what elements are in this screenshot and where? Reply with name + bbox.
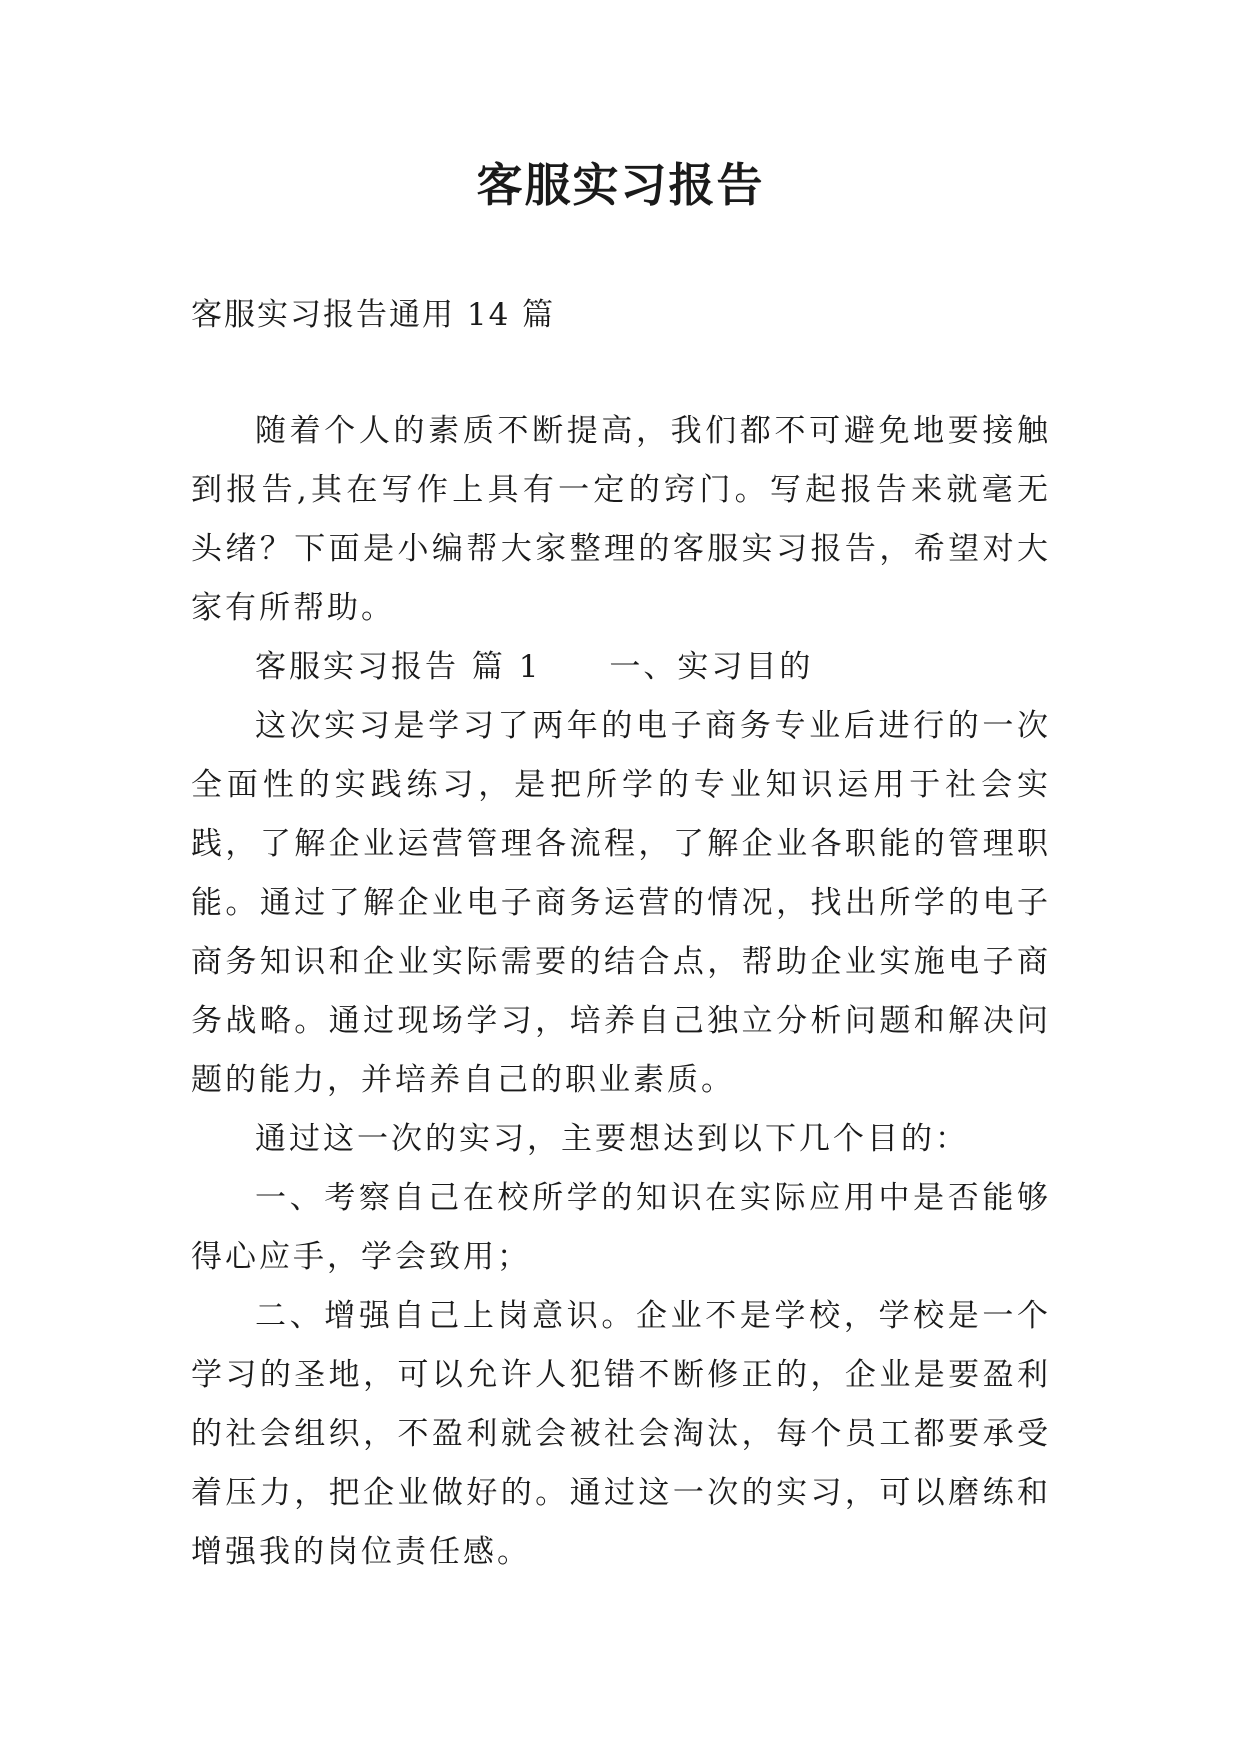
document-body — [191, 402, 1051, 1582]
body-paragraph: 一、考察自己在校所学的知识在实际应用中是否能够得心应手，学会致用； — [191, 1180, 1051, 1275]
section-heading: 客服实习报告 篇 1 一、实习目的 — [255, 649, 814, 685]
document-subtitle: 客服实习报告通用 14 篇 — [191, 297, 556, 333]
intro-paragraph: 随着个人的素质不断提高，我们都不可避免地要接触到报告,其在写作上具有一定的窍门。写起报告来就毫无头绪？下面是小编帮大家整理的客服实习报告，希望对大家有所帮助。 — [191, 413, 1051, 626]
body-paragraph: 通过这一次的实习，主要想达到以下几个目的： — [255, 1121, 969, 1157]
body-paragraph: 二、增强自己上岗意识。企业不是学校，学校是一个学习的圣地，可以允许人犯错不断修正的，企业是要盈利的社会组织，不盈利就会被社会淘汰，每个员工都要承受着压力，把企业做好的。通过这一次的实习，可以磨练和增强我的岗位责任感。 — [191, 1298, 1051, 1570]
body-paragraph: 这次实习是学习了两年的电子商务专业后进行的一次全面性的实践练习，是把所学的专业知识运用于社会实践，了解企业运营管理各流程，了解企业各职能的管理职能。通过了解企业电子商务运营的情况，找出所学的电子商务知识和企业实际需要的结合点，帮助企业实施电子商务战略。通过现场学习，培养自己独立分析问题和解决问题的能力，并培养自己的职业素质。 — [191, 708, 1051, 1098]
document-title: 客服实习报告 — [476, 158, 765, 212]
